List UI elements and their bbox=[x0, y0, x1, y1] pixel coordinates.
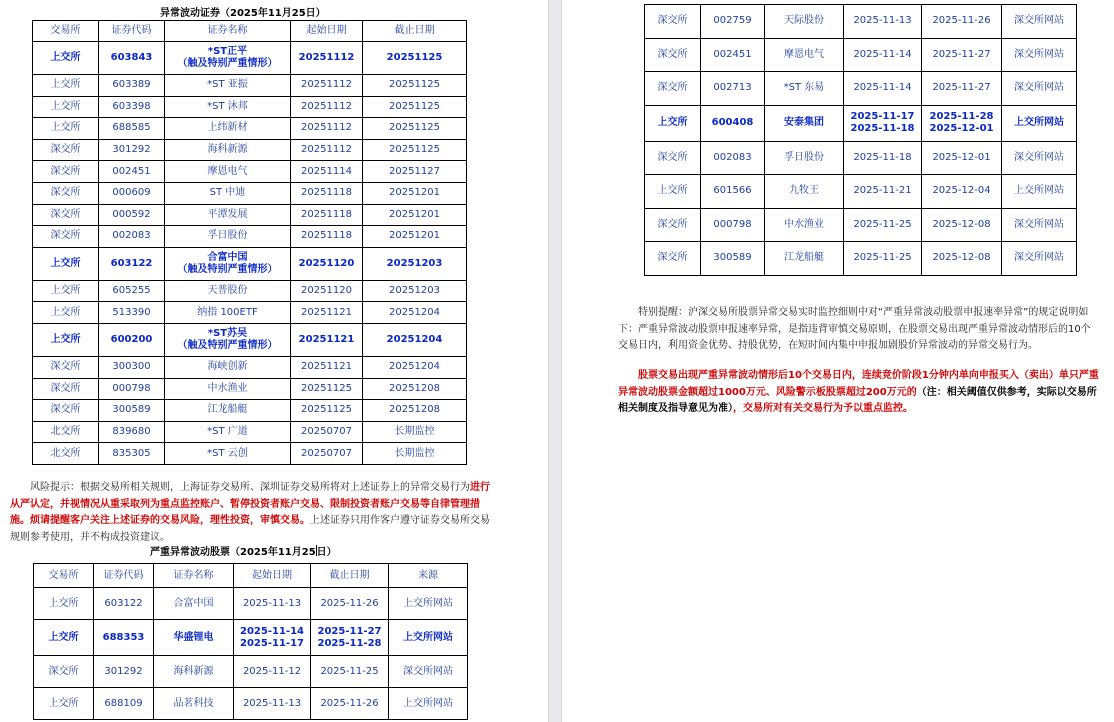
date-line-1: 2025-11-14 bbox=[240, 625, 304, 637]
date-line-2: 2025-11-17 bbox=[240, 637, 304, 649]
special-note-rule bbox=[618, 368, 1100, 418]
table-row bbox=[34, 588, 468, 620]
cell-start-date bbox=[844, 105, 922, 141]
cell-exchange: 深交所 bbox=[33, 378, 99, 400]
cell-code: 301292 bbox=[94, 656, 154, 688]
table-row bbox=[645, 208, 1077, 242]
cell-name bbox=[165, 247, 291, 280]
risk-note-intro: 风险提示：根据交易所相关规则，上海证券交易所、深圳证券交易所将对上述证券上的异常交易行为 bbox=[30, 482, 470, 493]
cell-code: 600408 bbox=[701, 105, 765, 141]
table-row bbox=[645, 242, 1077, 276]
risk-note-measures: 进行从严认定，并视情况从重采取列为重点监控账户、暂停投资者账户交易、限制投资者账户交易等自律管理措施。 bbox=[10, 482, 490, 526]
cell-end-date: 20251203 bbox=[363, 247, 467, 280]
cell-name: *ST 沐邦 bbox=[165, 96, 291, 118]
cell-name: 海科新源 bbox=[154, 656, 234, 688]
table-row bbox=[33, 204, 467, 226]
risk-note-reminder: 烦请提醒客户关注上述证券的交易风险，理性投资，审慎交易。 bbox=[30, 515, 310, 526]
table2-title-text: 严重异常波动股票（2025年11月25 bbox=[150, 547, 316, 558]
cell-name: 中水渔业 bbox=[165, 378, 291, 400]
cell-exchange: 深交所 bbox=[34, 656, 94, 688]
cell-exchange: 深交所 bbox=[33, 139, 99, 161]
cell-name: 中水渔业 bbox=[765, 208, 844, 242]
cell-source: 上交所网站 bbox=[389, 688, 468, 720]
table-row bbox=[33, 226, 467, 248]
special-note bbox=[618, 305, 1100, 355]
cell-code: 300589 bbox=[701, 242, 765, 276]
cell-code: 002083 bbox=[99, 226, 165, 248]
cell-source: 深交所网站 bbox=[1002, 208, 1077, 242]
cell-code: 605255 bbox=[99, 280, 165, 302]
cell-end-date: 20251201 bbox=[363, 182, 467, 204]
table-row bbox=[34, 656, 468, 688]
cell-source: 深交所网站 bbox=[389, 656, 468, 688]
cell-source: 上交所网站 bbox=[1002, 105, 1077, 141]
cell-start-date: 2025-11-25 bbox=[844, 208, 922, 242]
abnormal-fluctuation-table bbox=[32, 20, 467, 465]
table-row bbox=[33, 75, 467, 97]
col-header-start-date: 起始日期 bbox=[234, 564, 311, 588]
cell-start-date: 2025-11-14 bbox=[844, 72, 922, 106]
cell-end-date: 20251125 bbox=[363, 42, 467, 75]
special-note-monitoring: ，交易所对有关交易行为予以重点监控。 bbox=[733, 403, 913, 414]
cell-end-date: 20251127 bbox=[363, 161, 467, 183]
cell-name: *ST 东易 bbox=[765, 72, 844, 106]
cell-end-date: 2025-12-04 bbox=[922, 175, 1002, 209]
cell-name: 品茗科技 bbox=[154, 688, 234, 720]
table-row bbox=[645, 175, 1077, 209]
cell-start-date: 2025-11-25 bbox=[844, 242, 922, 276]
cell-end-date bbox=[922, 105, 1002, 141]
table-row bbox=[33, 323, 467, 356]
cell-start-date: 2025-11-13 bbox=[234, 688, 311, 720]
cell-exchange: 上交所 bbox=[645, 175, 701, 209]
table2-title-end: 日） bbox=[316, 547, 337, 558]
page-gap bbox=[548, 0, 562, 722]
cell-code: 002713 bbox=[701, 72, 765, 106]
cell-exchange: 上交所 bbox=[34, 688, 94, 720]
document-page-right bbox=[562, 0, 1114, 722]
cell-name: *ST 云创 bbox=[165, 443, 291, 465]
cell-end-date: 20251203 bbox=[363, 280, 467, 302]
cell-end-date: 长期监控 bbox=[363, 421, 467, 443]
cell-source: 上交所网站 bbox=[389, 620, 468, 656]
cell-end-date: 2025-11-26 bbox=[922, 5, 1002, 39]
cell-exchange: 深交所 bbox=[645, 141, 701, 175]
cell-code: 000609 bbox=[99, 182, 165, 204]
severe-condition-note: （触及特别严重情形） bbox=[177, 58, 278, 69]
table-row bbox=[33, 42, 467, 75]
cell-exchange: 上交所 bbox=[33, 118, 99, 140]
cell-name: 天际股份 bbox=[765, 5, 844, 39]
cell-end-date: 20251125 bbox=[363, 75, 467, 97]
cell-code: 300589 bbox=[99, 400, 165, 422]
cell-code: 835305 bbox=[99, 443, 165, 465]
cell-start-date: 20251121 bbox=[291, 302, 363, 324]
date-line-2: 2025-11-28 bbox=[317, 637, 382, 649]
cell-start-date: 20251112 bbox=[291, 96, 363, 118]
table1-title: 异常波动证券（2025年11月25日） bbox=[160, 8, 326, 19]
cell-exchange: 深交所 bbox=[645, 72, 701, 106]
cell-code: 688109 bbox=[94, 688, 154, 720]
table2-title bbox=[150, 543, 337, 558]
col-header-name: 证券名称 bbox=[165, 21, 291, 42]
cell-name: 江龙船艇 bbox=[765, 242, 844, 276]
cell-start-date: 20251125 bbox=[291, 400, 363, 422]
date-line-1: 2025-11-17 bbox=[850, 111, 915, 122]
cell-exchange: 上交所 bbox=[33, 302, 99, 324]
cell-source: 深交所网站 bbox=[1002, 141, 1077, 175]
cell-start-date: 20251121 bbox=[291, 356, 363, 378]
cell-end-date: 2025-11-25 bbox=[311, 656, 389, 688]
cell-code: 603843 bbox=[99, 42, 165, 75]
cell-exchange: 上交所 bbox=[34, 588, 94, 620]
table-row bbox=[645, 141, 1077, 175]
cell-code: 839680 bbox=[99, 421, 165, 443]
cell-start-date: 20251112 bbox=[291, 118, 363, 140]
col-header-start-date: 起始日期 bbox=[291, 21, 363, 42]
cell-name: *ST 广道 bbox=[165, 421, 291, 443]
security-name: *ST正平 bbox=[207, 46, 248, 57]
security-name: *ST苏吴 bbox=[207, 327, 248, 339]
col-header-name: 证券名称 bbox=[154, 564, 234, 588]
cell-exchange: 深交所 bbox=[33, 226, 99, 248]
cell-end-date: 2025-11-26 bbox=[311, 588, 389, 620]
cell-end-date: 20251201 bbox=[363, 226, 467, 248]
cell-code: 002451 bbox=[701, 38, 765, 72]
document-page-left bbox=[0, 0, 548, 722]
cell-name: 平潭发展 bbox=[165, 204, 291, 226]
cell-start-date: 20251125 bbox=[291, 378, 363, 400]
cell-start-date: 20251112 bbox=[291, 42, 363, 75]
cell-code: 002451 bbox=[99, 161, 165, 183]
cell-source: 深交所网站 bbox=[1002, 38, 1077, 72]
cell-name: 华盛锂电 bbox=[154, 620, 234, 656]
security-name: 合富中国 bbox=[207, 251, 248, 263]
col-header-end-date: 截止日期 bbox=[363, 21, 467, 42]
table-row bbox=[33, 280, 467, 302]
cell-exchange: 深交所 bbox=[33, 161, 99, 183]
table2-header-row bbox=[34, 564, 468, 588]
cell-start-date: 20251112 bbox=[291, 75, 363, 97]
cell-start-date: 2025-11-18 bbox=[844, 141, 922, 175]
table-row bbox=[645, 105, 1077, 141]
cell-end-date: 2025-11-27 bbox=[922, 38, 1002, 72]
col-header-code: 证券代码 bbox=[94, 564, 154, 588]
cell-start-date: 20251112 bbox=[291, 139, 363, 161]
cell-source: 上交所网站 bbox=[1002, 175, 1077, 209]
cell-end-date: 20251204 bbox=[363, 356, 467, 378]
severe-abnormal-stocks-table-continued bbox=[644, 4, 1077, 276]
cell-exchange: 上交所 bbox=[33, 42, 99, 75]
table-row bbox=[33, 96, 467, 118]
severe-abnormal-stocks-table bbox=[33, 563, 468, 720]
cell-start-date: 2025-11-14 bbox=[844, 38, 922, 72]
cell-source: 深交所网站 bbox=[1002, 5, 1077, 39]
cell-name: 江龙船艇 bbox=[165, 400, 291, 422]
col-header-exchange: 交易所 bbox=[33, 21, 99, 42]
cell-exchange: 深交所 bbox=[645, 38, 701, 72]
cell-exchange: 深交所 bbox=[645, 242, 701, 276]
cell-exchange: 上交所 bbox=[33, 323, 99, 356]
table-row bbox=[34, 620, 468, 656]
cell-start-date bbox=[234, 620, 311, 656]
table-row bbox=[33, 356, 467, 378]
cell-end-date: 2025-11-27 bbox=[922, 72, 1002, 106]
cell-code: 603122 bbox=[99, 247, 165, 280]
cell-exchange: 深交所 bbox=[645, 208, 701, 242]
cell-name: 合富中国 bbox=[154, 588, 234, 620]
cell-code: 000798 bbox=[701, 208, 765, 242]
risk-note bbox=[10, 480, 490, 546]
cell-end-date: 20251208 bbox=[363, 378, 467, 400]
cell-code: 600200 bbox=[99, 323, 165, 356]
cell-end-date: 2025-12-08 bbox=[922, 242, 1002, 276]
cell-name: *ST 亚振 bbox=[165, 75, 291, 97]
cell-start-date: 20250707 bbox=[291, 421, 363, 443]
cell-end-date: 20251125 bbox=[363, 96, 467, 118]
table-row bbox=[33, 378, 467, 400]
date-line-1: 2025-11-27 bbox=[317, 625, 382, 637]
cell-exchange: 深交所 bbox=[33, 400, 99, 422]
cell-code: 601566 bbox=[701, 175, 765, 209]
cell-source: 深交所网站 bbox=[1002, 242, 1077, 276]
cell-end-date: 长期监控 bbox=[363, 443, 467, 465]
cell-name: 孚日股份 bbox=[165, 226, 291, 248]
cell-name: ST 中迪 bbox=[165, 182, 291, 204]
table-row bbox=[33, 400, 467, 422]
table1-header-row bbox=[33, 21, 467, 42]
cell-start-date: 20250707 bbox=[291, 443, 363, 465]
cell-name: 纳指 100ETF bbox=[165, 302, 291, 324]
cell-code: 301292 bbox=[99, 139, 165, 161]
cell-code: 603389 bbox=[99, 75, 165, 97]
cell-name: 海科新源 bbox=[165, 139, 291, 161]
cell-name: 天普股份 bbox=[165, 280, 291, 302]
table-row bbox=[33, 182, 467, 204]
col-header-source: 来源 bbox=[389, 564, 468, 588]
cell-exchange: 深交所 bbox=[645, 5, 701, 39]
cell-end-date: 20251204 bbox=[363, 302, 467, 324]
table-row bbox=[645, 5, 1077, 39]
cell-start-date: 20251120 bbox=[291, 247, 363, 280]
cell-exchange: 上交所 bbox=[645, 105, 701, 141]
cell-end-date bbox=[311, 620, 389, 656]
table-row bbox=[33, 161, 467, 183]
table-row bbox=[33, 302, 467, 324]
cell-source: 深交所网站 bbox=[1002, 72, 1077, 106]
cell-exchange: 深交所 bbox=[33, 182, 99, 204]
cell-end-date: 2025-12-08 bbox=[922, 208, 1002, 242]
cell-exchange: 上交所 bbox=[34, 620, 94, 656]
cell-exchange: 上交所 bbox=[33, 280, 99, 302]
col-header-code: 证券代码 bbox=[99, 21, 165, 42]
cell-start-date: 2025-11-21 bbox=[844, 175, 922, 209]
cell-name: 海峡创新 bbox=[165, 356, 291, 378]
cell-name: 孚日股份 bbox=[765, 141, 844, 175]
cell-exchange: 上交所 bbox=[33, 247, 99, 280]
cell-name bbox=[165, 42, 291, 75]
cell-start-date: 2025-11-13 bbox=[234, 588, 311, 620]
cell-end-date: 2025-11-26 bbox=[311, 688, 389, 720]
cell-code: 300300 bbox=[99, 356, 165, 378]
table-row bbox=[645, 38, 1077, 72]
cell-start-date: 20251118 bbox=[291, 182, 363, 204]
cell-exchange: 北交所 bbox=[33, 443, 99, 465]
cell-start-date: 2025-11-12 bbox=[234, 656, 311, 688]
cell-start-date: 2025-11-13 bbox=[844, 5, 922, 39]
cell-end-date: 2025-12-01 bbox=[922, 141, 1002, 175]
cell-code: 002759 bbox=[701, 5, 765, 39]
cell-code: 002083 bbox=[701, 141, 765, 175]
cell-start-date: 20251114 bbox=[291, 161, 363, 183]
cell-code: 603122 bbox=[94, 588, 154, 620]
cell-end-date: 20251208 bbox=[363, 400, 467, 422]
cell-name: 安泰集团 bbox=[765, 105, 844, 141]
table-row bbox=[34, 688, 468, 720]
table-row bbox=[33, 118, 467, 140]
cell-start-date: 20251118 bbox=[291, 204, 363, 226]
col-header-exchange: 交易所 bbox=[34, 564, 94, 588]
table-row bbox=[33, 443, 467, 465]
special-note-threshold: 股票交易出现严重异常波动情形后10个交易日内，连续竞价阶段1分钟内单向申报买入（卖出）单只严重异常波动股票金额超过1000万元、风险警示板股票超过200万元的 bbox=[618, 370, 1099, 398]
table-row bbox=[645, 72, 1077, 106]
cell-start-date: 20251121 bbox=[291, 323, 363, 356]
cell-end-date: 20251204 bbox=[363, 323, 467, 356]
cell-name: 九牧王 bbox=[765, 175, 844, 209]
cell-code: 000798 bbox=[99, 378, 165, 400]
table-row bbox=[33, 421, 467, 443]
special-note-remark: （注：相关阈值仅供参考，实际以交易所相关制度及指导意见为准） bbox=[618, 386, 1097, 414]
cell-exchange: 上交所 bbox=[33, 75, 99, 97]
cell-name: 摩恩电气 bbox=[765, 38, 844, 72]
cell-end-date: 20251201 bbox=[363, 204, 467, 226]
cell-code: 513390 bbox=[99, 302, 165, 324]
cell-code: 688353 bbox=[94, 620, 154, 656]
severe-condition-note: （触及特别严重情形） bbox=[177, 339, 278, 351]
cell-exchange: 深交所 bbox=[33, 204, 99, 226]
cell-code: 000592 bbox=[99, 204, 165, 226]
cell-exchange: 上交所 bbox=[33, 96, 99, 118]
cell-exchange: 深交所 bbox=[33, 356, 99, 378]
cell-exchange: 北交所 bbox=[33, 421, 99, 443]
risk-note-disclaimer: 上述证券只用作客户遵守证券交易所交易规则参考使用，并不构成投资建议。 bbox=[10, 515, 490, 543]
cell-end-date: 20251125 bbox=[363, 139, 467, 161]
cell-end-date: 20251125 bbox=[363, 118, 467, 140]
cell-code: 688585 bbox=[99, 118, 165, 140]
cell-name: 上纬新材 bbox=[165, 118, 291, 140]
table-row bbox=[33, 139, 467, 161]
special-note-text: 特别提醒：沪深交易所股票异常交易实时监控细则中对“严重异常波动股票申报速率异常”的规定说明如下：严重异常波动股票申报速率异常，是指违背审慎交易原则，在股票交易出现严重异常波动情形后的10个交易日内，利用资金优势、持股优势，在短时间内集中申报加剧股价异常波动的异常交易行为。 bbox=[618, 307, 1091, 351]
date-line-2: 2025-11-18 bbox=[850, 123, 915, 134]
severe-condition-note: （触及特别严重情形） bbox=[177, 263, 278, 275]
table-row bbox=[33, 247, 467, 280]
cell-name: 摩恩电气 bbox=[165, 161, 291, 183]
col-header-end-date: 截止日期 bbox=[311, 564, 389, 588]
cell-source: 上交所网站 bbox=[389, 588, 468, 620]
cell-name bbox=[165, 323, 291, 356]
date-line-1: 2025-11-28 bbox=[929, 111, 994, 122]
cell-code: 603398 bbox=[99, 96, 165, 118]
cell-start-date: 20251118 bbox=[291, 226, 363, 248]
cell-start-date: 20251120 bbox=[291, 280, 363, 302]
date-line-2: 2025-12-01 bbox=[929, 123, 994, 134]
